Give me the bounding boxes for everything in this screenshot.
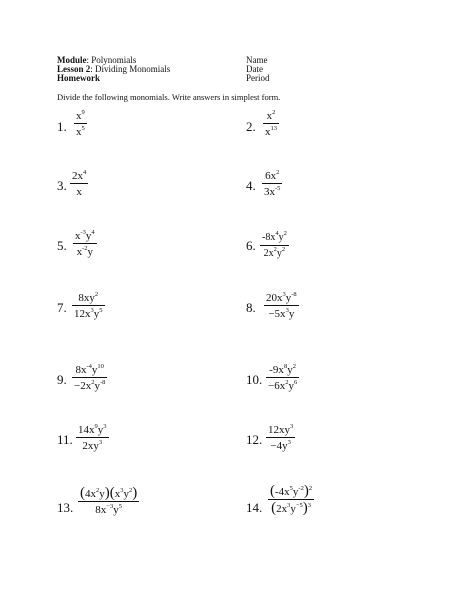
period-label: Period bbox=[246, 73, 270, 83]
problem-4-fraction: $6x^2$ $3x^{-5}$ bbox=[264, 169, 281, 198]
problem-number: 2. bbox=[246, 119, 256, 134]
problem-9-fraction: $8x^{-4}y^{10}$ $-2x^2y^{-8}$ bbox=[74, 363, 106, 392]
problem-number: 8. bbox=[246, 300, 256, 315]
problem-number: 5. bbox=[57, 238, 67, 253]
problem-number: 10. bbox=[246, 372, 263, 387]
problem-2-fraction: $x^2$ $x^{13}$ bbox=[265, 109, 277, 138]
problem-3-fraction: $2x^4$ x bbox=[72, 169, 87, 198]
homework-line bbox=[57, 73, 100, 83]
module-label: Module bbox=[57, 55, 87, 65]
problem-number: 1. bbox=[57, 119, 67, 134]
lesson-value: : Dividing Monomials bbox=[90, 64, 171, 74]
problem-11-fraction: $14x^9y^3$ $2xy^3$ bbox=[78, 423, 107, 452]
problem-14-fraction: $(-4x^5y^{-2})^2$ $(2x^3y^{-5})^3$ bbox=[270, 483, 313, 516]
problem-13-fraction: $(4x^2y)(x^3y^2)$ $8x^{-3}y^5$ bbox=[80, 485, 138, 516]
problem-number: 14. bbox=[246, 500, 263, 515]
date-label: Date bbox=[246, 64, 263, 74]
problem-7-fraction: $8xy^2$ $12x^3y^5$ bbox=[74, 291, 103, 320]
problem-number: 7. bbox=[57, 300, 67, 315]
problem-10-fraction: $-9x^8y^2$ $-6x^2y^6$ bbox=[268, 363, 298, 392]
problem-number: 12. bbox=[246, 432, 263, 447]
homework-label: Homework bbox=[57, 73, 100, 83]
problem-number: 11. bbox=[57, 432, 73, 447]
instructions: Divide the following monomials. Write answers in simplest form. bbox=[57, 92, 281, 102]
problem-5-fraction: $x^{-3}y^4$ $x^{-2}y$ bbox=[75, 229, 95, 258]
problem-1-fraction: $x^9$ $x^5$ bbox=[76, 109, 85, 138]
lesson-label: Lesson 2 bbox=[57, 64, 91, 74]
problem-12-fraction: $12xy^3$ $-4y^3$ bbox=[268, 423, 294, 452]
problem-6-fraction: $-8x^4y^2$ $2x^2y^2$ bbox=[262, 230, 287, 259]
problem-number: 6. bbox=[246, 238, 256, 253]
problem-number: 3. bbox=[57, 178, 67, 193]
problem-number: 4. bbox=[246, 178, 256, 193]
problem-8-fraction: $20x^3y^{-8}$ $-5x^3y$ bbox=[266, 291, 297, 320]
problem-number: 9. bbox=[57, 372, 67, 387]
module-value: : Polynomials bbox=[86, 55, 137, 65]
problem-number: 13. bbox=[57, 500, 74, 515]
name-label: Name bbox=[246, 55, 268, 65]
